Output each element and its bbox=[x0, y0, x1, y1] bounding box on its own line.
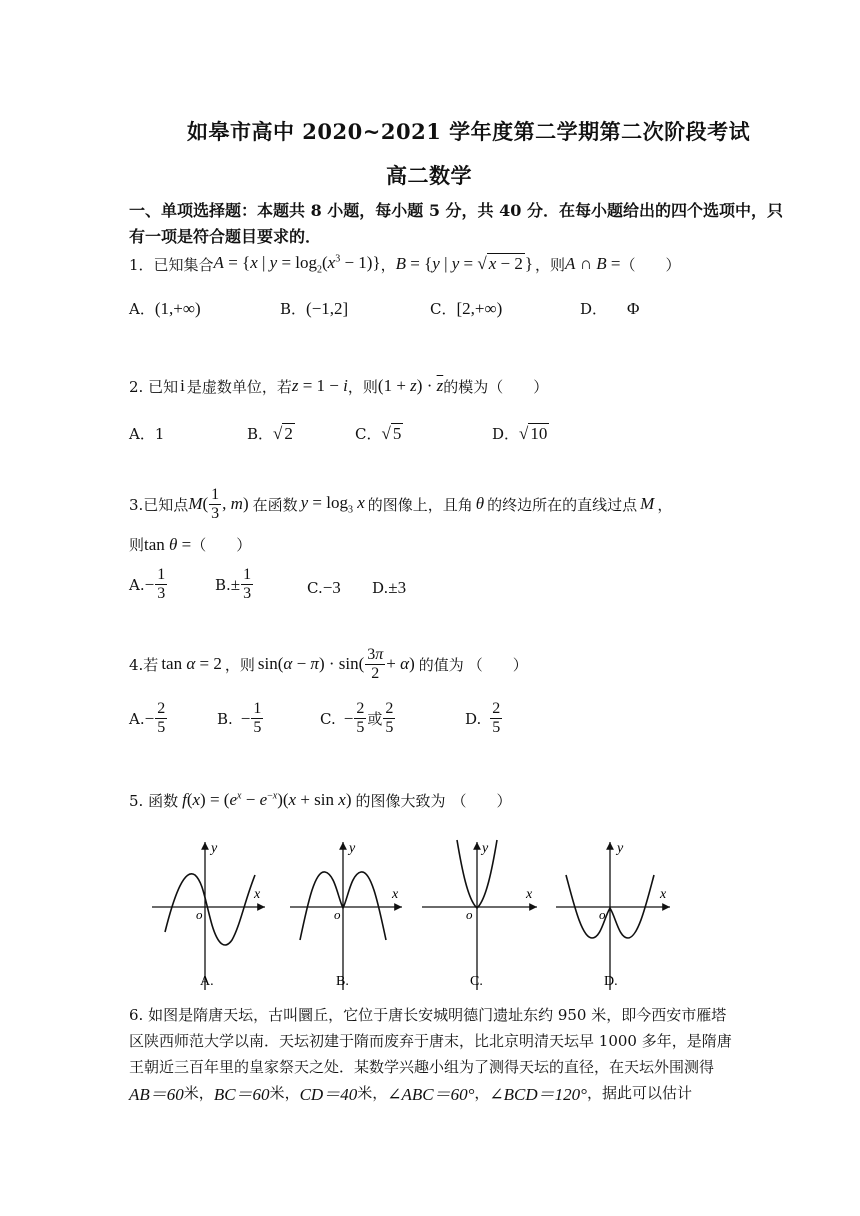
question-3: 3.已知点 M( $\frac{1}{3}$ , m) 在函数 $y = \log_3 x$ 的图像上，且角 θ 的终边所在的直线过点 M ， bbox=[129, 485, 673, 522]
q4-option-c[interactable]: C. − $\frac{2}{5}$ 或 $\frac{2}{5}$ bbox=[320, 700, 394, 736]
q1-intersection: A ∩ B = bbox=[565, 254, 621, 273]
svg-text:y: y bbox=[211, 841, 218, 856]
q1-paren: （ ） bbox=[620, 255, 681, 274]
q2-option-a[interactable]: A．1 bbox=[129, 425, 165, 443]
q3-option-a[interactable]: A. − $\frac{1}{3}$ bbox=[129, 566, 166, 602]
q4-option-a[interactable]: A. − $\frac{2}{5}$ bbox=[129, 700, 166, 736]
exam-title: 如皋市高中 2020~2021 学年度第二学期第二次阶段考试 bbox=[187, 119, 751, 144]
svg-text:y: y bbox=[617, 841, 624, 856]
svg-text:x: x bbox=[254, 887, 261, 902]
q1-set-a: A = {x | $y = \log_2(x^3 - 1)$} bbox=[213, 252, 381, 276]
q2-option-d[interactable]: D．√ 10 bbox=[492, 424, 548, 443]
q1-option-c[interactable]: C．[2,+∞) bbox=[430, 299, 503, 318]
svg-text:y: y bbox=[482, 841, 489, 856]
q4-option-d[interactable]: D. $\frac{2}{5}$ bbox=[465, 700, 501, 736]
graph-a[interactable] bbox=[152, 841, 265, 990]
question-6-line3: 王朝近三百年里的皇家祭天之处．某数学兴趣小组为了测得天坛的直径，在天坛外围测得 bbox=[129, 1058, 715, 1076]
question-6-line4: AB＝60 米 ， BC＝60 米 ， CD＝40 米 ， ∠ABC＝60° ， ∠BCD＝120° ， 据此可以估计 bbox=[129, 1084, 692, 1104]
q1-prefix: 1．已知集合 bbox=[129, 255, 214, 274]
svg-text:o: o bbox=[334, 907, 341, 922]
svg-text:x: x bbox=[392, 887, 399, 902]
svg-text:C.: C. bbox=[470, 974, 483, 989]
graph-d[interactable] bbox=[556, 841, 670, 990]
svg-text:o: o bbox=[466, 907, 473, 922]
section-instructions-line1: 一、单项选择题：本题共 8 小题，每小题 5 分，共 40 分．在每小题给出的四个选项中，只 bbox=[129, 201, 783, 220]
question-6-line1: 6. 如图是隋唐天坛，古叫圜丘，它位于唐长安城明德门遗址东约 950 米，即今西安市雁塔 bbox=[129, 1006, 727, 1024]
exam-subtitle: 高二数学 bbox=[386, 163, 472, 188]
section-instructions-line2: 有一项是符合题目要求的． bbox=[129, 227, 322, 246]
q1-option-a[interactable]: A．(1,+∞) bbox=[129, 299, 201, 318]
question-2: 2. 已知 i 是虚数单位，若 z = 1 − i ，则 $(1 + z) \cdot \overline{z}$ 的模为（ ） bbox=[129, 376, 549, 396]
svg-text:B.: B. bbox=[336, 974, 349, 989]
q5-graphs bbox=[0, 830, 860, 1000]
graph-b[interactable] bbox=[290, 841, 402, 990]
q4-option-b[interactable]: B. − $\frac{1}{5}$ bbox=[217, 700, 262, 736]
q1-option-b[interactable]: B．(−1,2] bbox=[280, 299, 349, 318]
q3-option-b[interactable]: B. ± $\frac{1}{3}$ bbox=[215, 566, 252, 602]
q1-then: ，则 bbox=[535, 255, 566, 274]
svg-text:x: x bbox=[660, 887, 667, 902]
svg-text:y: y bbox=[349, 841, 356, 856]
question-4: 4.若 tan α = 2 ，则 sin(α − π) · sin( $\frac{3\pi}{2}$ + α) 的值为 （ ） bbox=[129, 645, 528, 682]
graph-c[interactable] bbox=[422, 840, 537, 990]
q3-option-c[interactable]: C.−3 bbox=[307, 578, 341, 597]
q3-option-d[interactable]: D.±3 bbox=[372, 578, 407, 597]
question-5: 5. 函数 $f(x) = (e^x - e^{-x})(x + \sin x)$ 的图像大致为 （ ） bbox=[129, 790, 512, 810]
q1-set-b: B = {y | y = √ x − 2 } bbox=[395, 254, 534, 273]
svg-text:A.: A. bbox=[200, 974, 214, 989]
question-6-line2: 区陕西师范大学以南．天坛初建于隋而废弃于唐末，比北京明清天坛早 1000 多年，是隋唐 bbox=[129, 1032, 732, 1050]
q1-option-d[interactable]: D． Φ bbox=[580, 299, 640, 318]
q1-comma: ， bbox=[380, 255, 396, 274]
svg-text:o: o bbox=[599, 907, 606, 922]
question-3-line2: 则tan θ =（ ） bbox=[129, 535, 252, 554]
svg-text:D.: D. bbox=[604, 974, 618, 989]
svg-text:x: x bbox=[526, 887, 533, 902]
q2-option-c[interactable]: C．√ 5 bbox=[355, 424, 402, 443]
svg-text:o: o bbox=[196, 907, 203, 922]
question-1 bbox=[129, 250, 680, 278]
q2-option-b[interactable]: B．√ 2 bbox=[247, 424, 293, 443]
